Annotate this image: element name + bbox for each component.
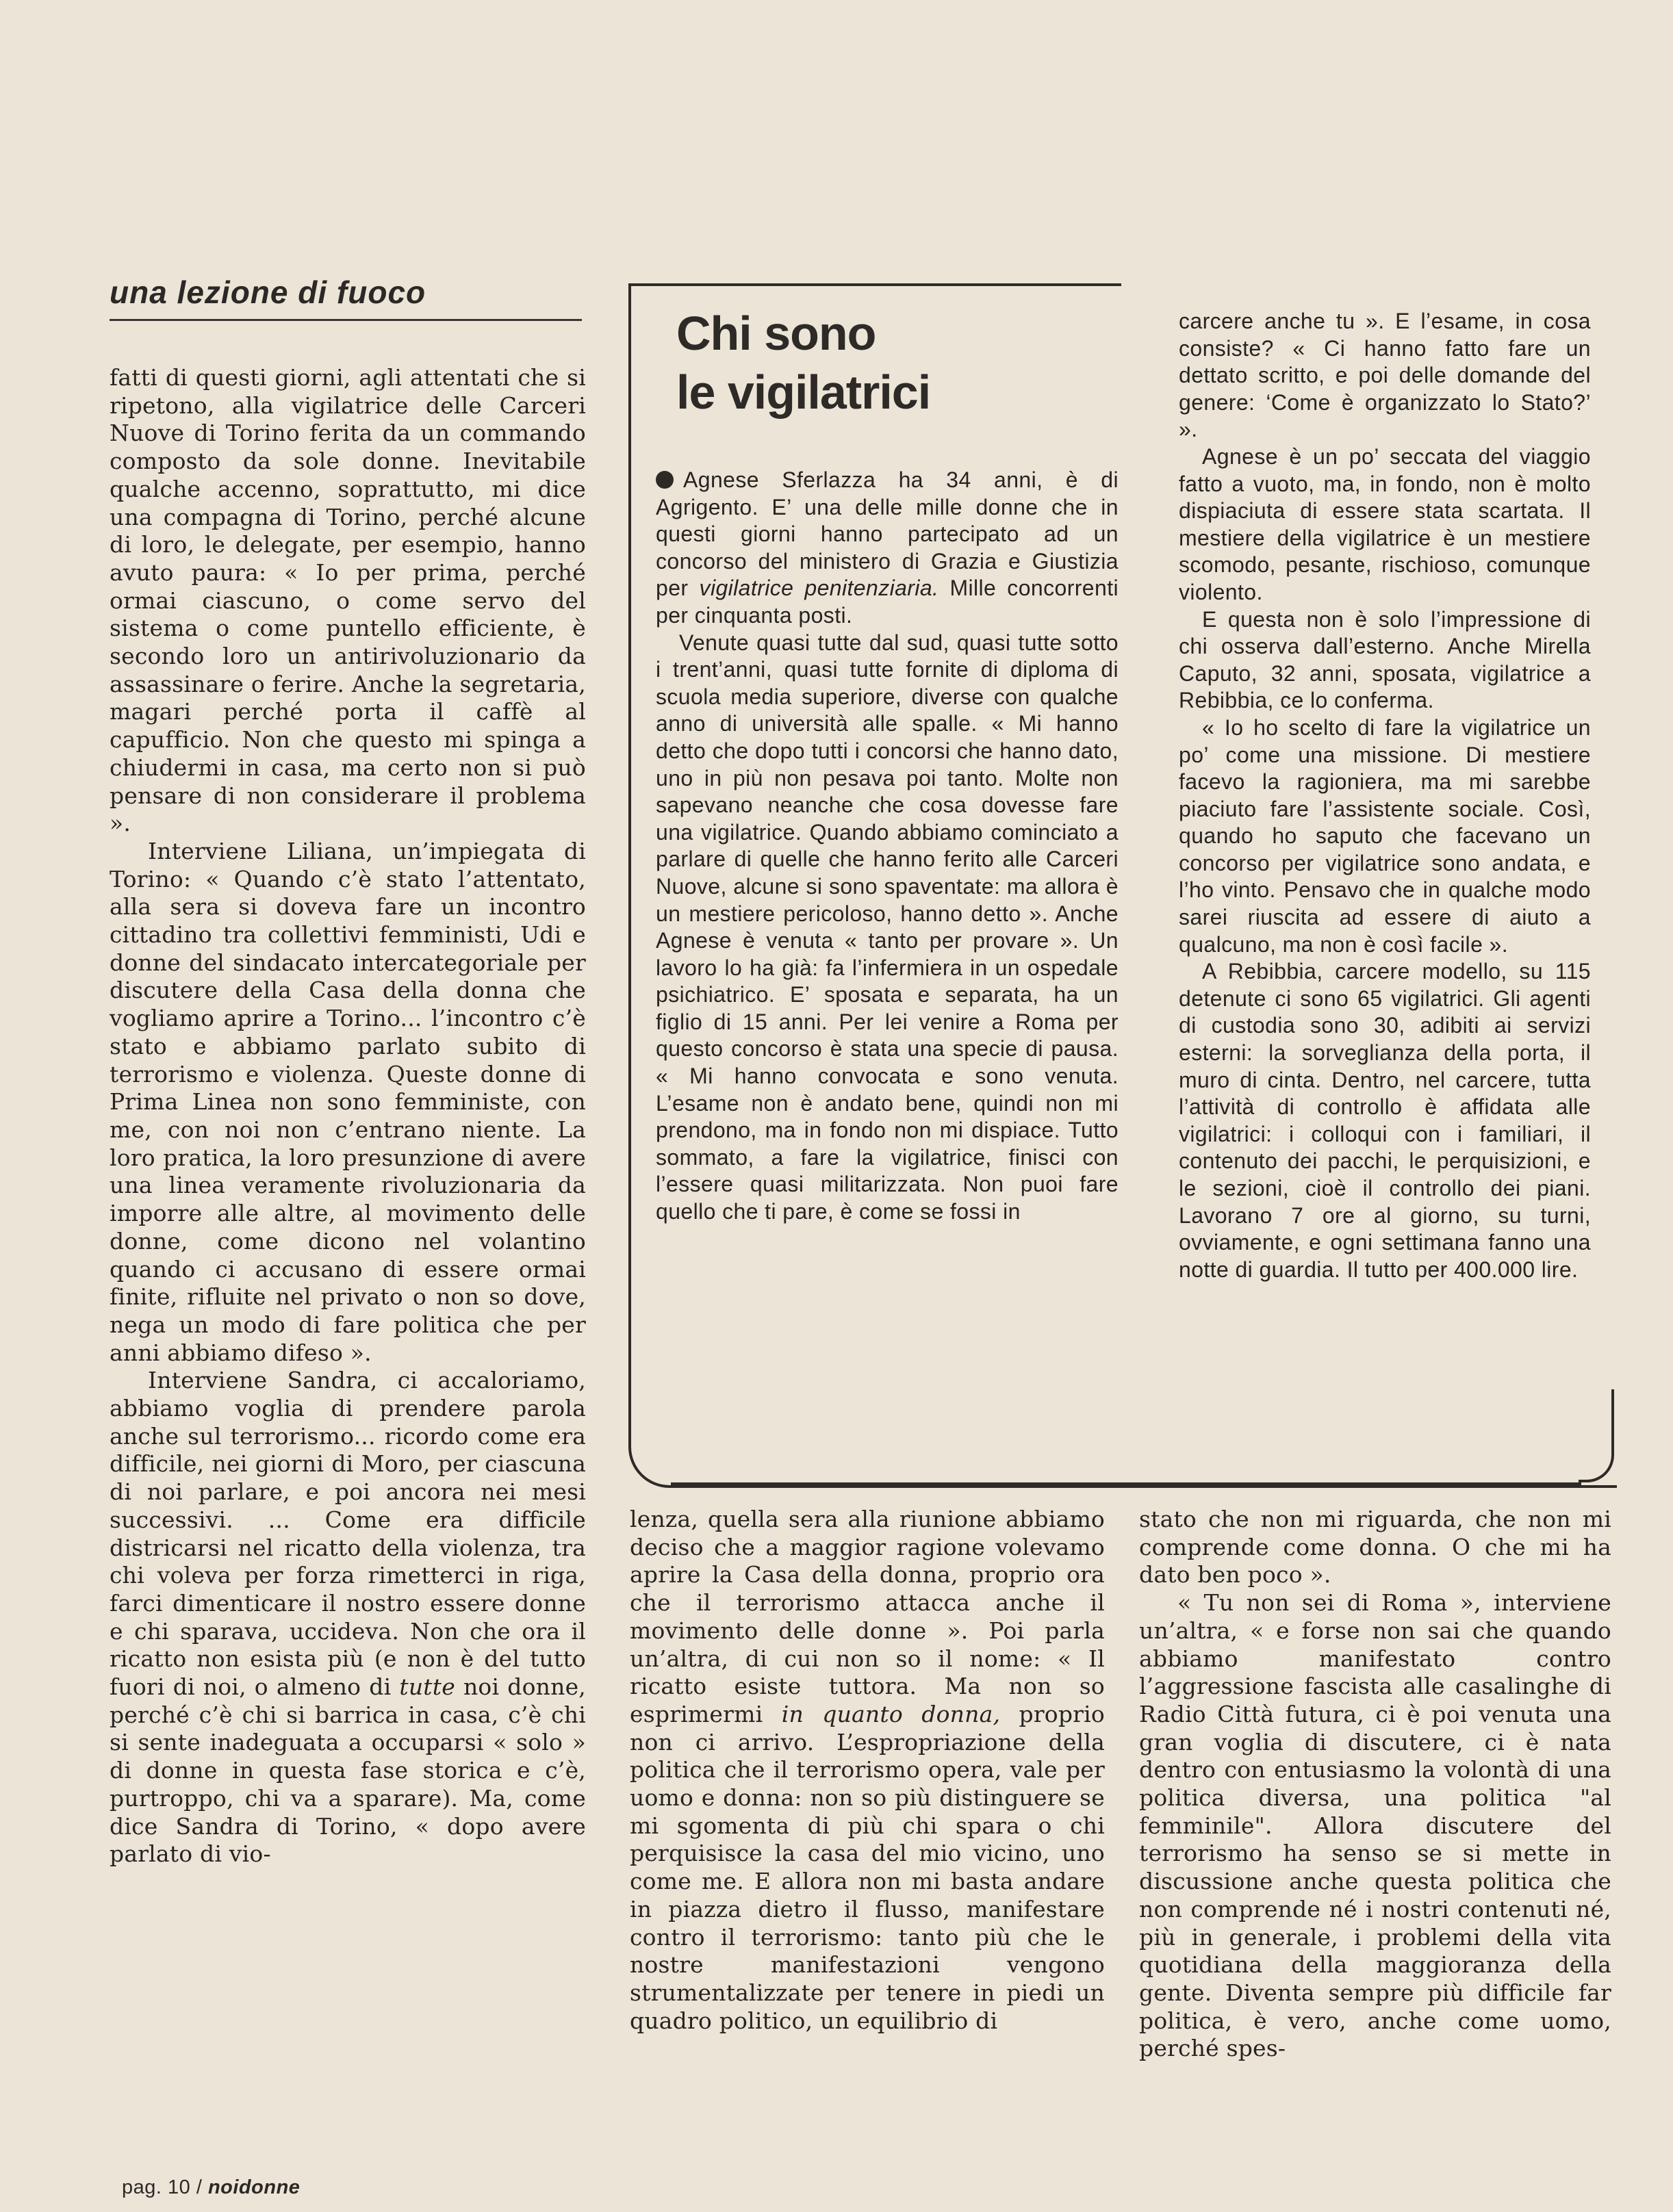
sidebar-box-corner (1579, 1389, 1614, 1482)
sidebar-title-line1: Chi sono (676, 307, 876, 360)
sidebar-title-line2: le vigilatrici (676, 365, 931, 419)
section-title: una lezione di fuoco (110, 274, 426, 310)
magazine-logo: noidonne (207, 2176, 301, 2198)
article-column-1 (110, 364, 586, 1868)
article-paragraph: stato che non mi riguarda, che non mi comprende come donna. O che mi ha dato ben poco ». (1139, 1506, 1611, 1589)
article-paragraph: Interviene Sandra, ci accaloriamo, abbiamo voglia di prendere parola anche sul terrorismo... ricordo come era difficile, nei giorni di Moro, per ciascuna di noi parlare, e poi ancora nei mesi successivi. ... Come era difficile districarsi nel ricatto della violenza, tra chi voleva per forza rimetterci in riga, farci dimenticare il nostro essere donne e chi sparava, uccideva. Non che ora il ricatto non esista più (e non è del tutto fuori di noi, o almeno di tutte noi donne, perché c’è chi si barrica in casa, c’è chi si sente inadeguata a occuparsi « solo » di donne in questa fase storica e c’è, purtroppo, chi va a sparare). Ma, come dice Sandra di Torino, « dopo avere parlato di vio- (110, 1367, 586, 1868)
sidebar-paragraph: E questa non è solo l’impressione di chi osserva dall’esterno. Anche Mirella Caputo, 32 anni, sposata, vigilatrice a Rebibbia, ce lo conferma. (1179, 606, 1591, 713)
article-column-2 (630, 1506, 1105, 2035)
page-footer (122, 2176, 300, 2199)
sidebar-paragraph: Agnese è un po’ seccata del viaggio fatto a vuoto, ma, in fondo, non è molto dispiaciuta di essere stata scartata. Il mestiere della vigilatrice è un mestiere scomodo, pesante, rischioso, comunque violento. (1179, 443, 1591, 604)
sidebar-paragraph: Venute quasi tutte dal sud, quasi tutte sotto i trent’anni, quasi tutte fornite di diploma di scuola media superiore, diverse con qualche anno di università alle spalle. « Mi hanno detto che dopo tutti i concorsi che hanno dato, uno in più non pesava poi tanto. Molte non sapevano neanche che cosa dovesse fare una vigilatrice. Quando abbiamo cominciato a parlare di quelle che hanno ferito alle Carceri Nuove, alcune si sono spaventate: ma allora è un mestiere pericoloso, hanno detto ». Anche Agnese è venuta « tanto per provare ». Un lavoro lo ha già: fa l’infermiera in un ospedale psichiatrico. E’ sposata e separata, ha un figlio di 15 anni. Per lei venire a Roma per questo concorso è stata una specie di pausa. « Mi hanno convocata e sono venuta. L’esame non è andato bene, quindi non mi prendono, ma in fondo non mi dispiace. Tutto sommato, a fare la vigilatrice, finisci con l’essere quasi militarizzata. Non puoi fare quello che ti pare, è come se fossi in (656, 630, 1119, 1224)
page-number: pag. 10 / (122, 2176, 203, 2198)
article-paragraph: fatti di questi giorni, agli attentati che si ripetono, alla vigilatrice delle Carceri Nuove di Torino ferita da un commando composto da sole donne. Inevitabile qualche accenno, soprattutto, mi dice una compagna di Torino, perché alcune di loro, le delegate, per esempio, hanno avuto paura: « Io per prima, perché ormai ciascuno, o come servo del sistema o come puntello efficiente, è secondo loro un antirivoluzionario da assassinare o ferire. Anche la segretaria, magari perché porta il caffè al capufficio. Non che questo mi spinga a chiudermi in casa, ma certo non si può pensare di non considerare il problema ». (110, 364, 586, 837)
article-column-3 (1139, 1506, 1611, 2063)
article-paragraph: « Tu non sei di Roma », interviene un’altra, « e forse non sai che quando abbiamo manifestato contro l’aggressione fascista alle casalinghe di Radio Città futura, ci è poi venuta una gran voglia di discutere, ci è nata dentro con entusiasmo la volontà di una politica diversa, una politica "al femminile". Allora discutere del terrorismo ha senso se si mette in discussione anche questa politica che non comprende né i nostri contenuti né, più in generale, i problemi della vita quotidiana della maggioranza della gente. Diventa sempre più difficile far politica, è vero, anche come uomo, perché spes- (1139, 1589, 1611, 2062)
bullet-icon (656, 471, 674, 489)
sidebar-title (676, 304, 1060, 422)
sidebar-column-1 (656, 467, 1119, 1226)
sidebar-paragraph: Agnese Sferlazza ha 34 anni, è di Agrigento. E’ una delle mille donne che in questi giorni hanno partecipato ad un concorso del ministero di Grazia e Giustizia per vigilatrice penitenziaria. Mille concorrenti per cinquanta posti. (656, 467, 1119, 628)
sidebar-paragraph: A Rebibbia, carcere modello, su 115 detenute ci sono 65 vigilatrici. Gli agenti di custodia sono 30, adibiti ai servizi esterni: la sorveglianza della porta, il muro di cinta. Dentro, nel carcere, tutta l’attività di controllo è affidata alle vigilatrici: i colloqui con i familiari, il contenuto dei pacchi, le perquisizioni, e le sezioni, cioè il controllo dei piani. Lavorano 7 ore al giorno, su turni, ovviamente, e ogni settimana fanno una notte di guardia. Il tutto per 400.000 lire. (1179, 959, 1591, 1282)
sidebar-paragraph: carcere anche tu ». E l’esame, in cosa consiste? « Ci hanno fatto fare un dettato scritto, e poi delle domande del genere: ‘Come è organizzato lo Stato?’ ». (1179, 309, 1591, 442)
section-title-underline (110, 319, 582, 321)
sidebar-paragraph: « Io ho scelto di fare la vigilatrice un po’ come una missione. Di mestiere facevo la ragioniera, ma mi sarebbe piaciuto fare l’assistente sociale. Così, quando ho saputo che facevano un concorso per vigilatrice sono andata, e l’ho vinto. Pensavo che in qualche modo sarei riuscita ad essere di aiuto a qualcuno, ma non è così facile ». (1179, 715, 1591, 957)
sidebar-box-bottom-rule (671, 1482, 1581, 1485)
article-paragraph: Interviene Liliana, un’impiegata di Torino: « Quando c’è stato l’attentato, alla sera si doveva fare un incontro cittadino tra collettivi femministi, Udi e donne del sindacato intercategoriale per discutere della Casa della donna che vogliamo aprire a Torino... l’incontro c’è stato e abbiamo parlato subito di terrorismo e violenza. Queste donne di Prima Linea non sono femministe, con me, con noi non c’entrano niente. La loro pratica, la loro presunzione di avere una linea veramente rivoluzionaria da imporre alle altre, al movimento delle donne, come dicono nel volantino quando ci accusano di essere ormai finite, rifluite nel privato o non so dove, nega un modo di fare politica che per anni abbiamo difeso ». (110, 837, 586, 1366)
article-paragraph: lenza, quella sera alla riunione abbiamo deciso che a maggior ragione volevamo aprire la Casa della donna, proprio ora che il terrorismo attacca anche il movimento delle donne ». Poi parla un’altra, di cui non so il nome: « Il ricatto esiste tuttora. Ma non so esprimermi in quanto donna, proprio non ci arrivo. L’espropriazione della politica che il terrorismo opera, vale per uomo e donna: non so più distinguere se mi sgomenta di più chi spara o chi perquisisce la casa del mio vicino, uno come me. E allora non mi basta andare in piazza dietro il flusso, manifestare contro il terrorismo: tanto più che le nostre manifestazioni vengono strumentalizzate per tenere in piedi un quadro politico, un equilibrio di (630, 1506, 1105, 2034)
sidebar-column-2 (1179, 308, 1591, 1283)
